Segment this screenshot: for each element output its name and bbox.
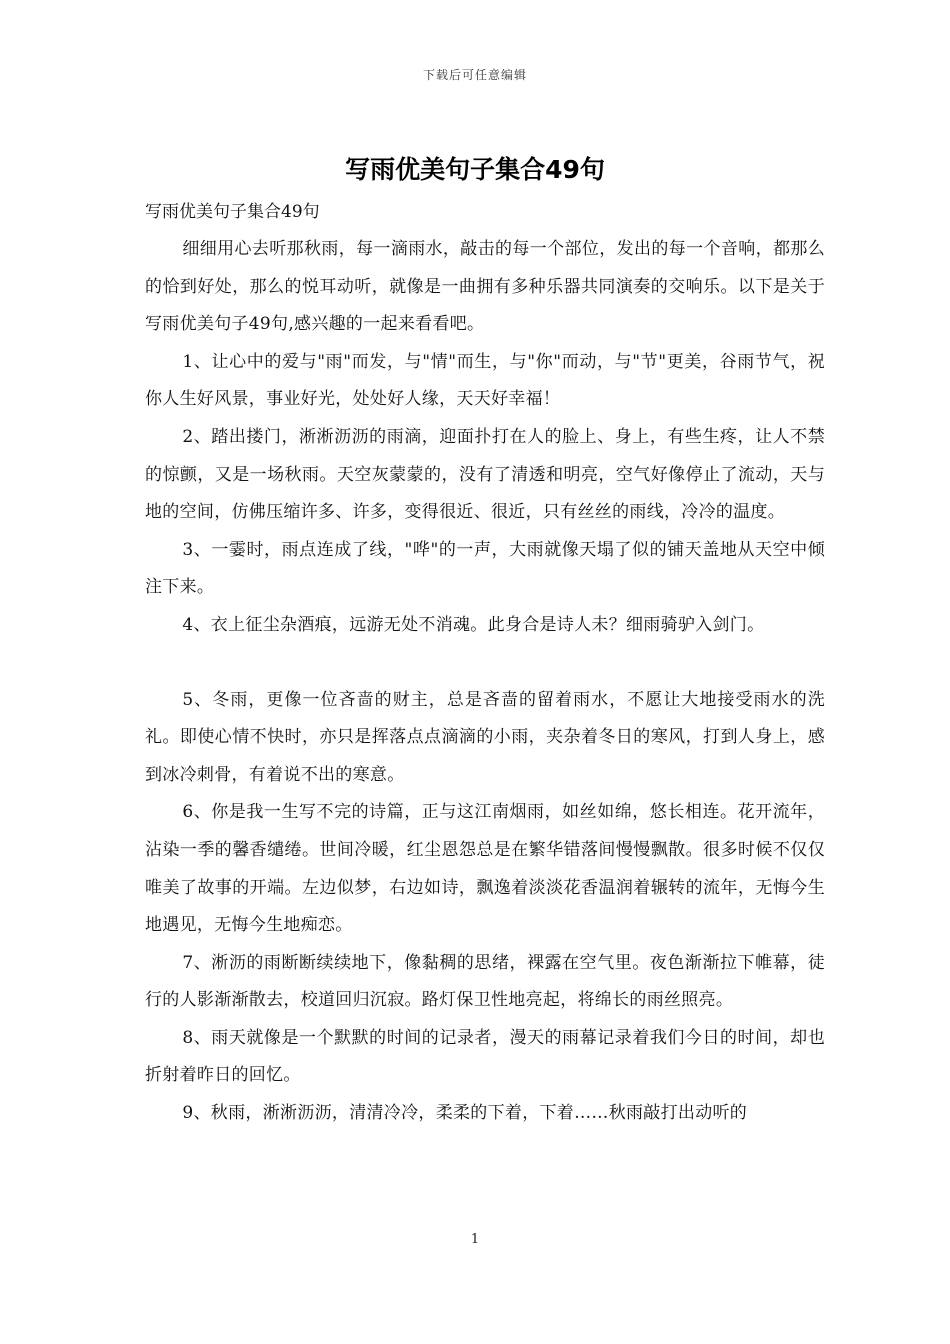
paragraph-item-7: 7、淅沥的雨断断续续地下，像黏稠的思绪，裸露在空气里。夜色渐渐拉下帷幕，徒行的人影渐渐散去，校道回归沉寂。路灯保卫性地亮起，将绵长的雨丝照亮。 [145,952,825,1011]
header-note: 下载后可任意编辑 [422,68,527,82]
paragraph-item-5: 5、冬雨，更像一位吝啬的财主，总是吝啬的留着雨水，不愿让大地接受雨水的洗礼。即使心情不快时，亦只是挥落点点滴滴的小雨，夹杂着冬日的寒风，打到人身上，感到冰冷刺骨，有着说不出的寒意。 [145,689,825,785]
paragraph-item-3: 3、一霎时，雨点连成了线，"哗"的一声，大雨就像天塌了似的铺天盖地从天空中倾注下来。 [145,539,825,598]
document-title: 写雨优美句子集合49句 [345,155,605,184]
document-subtitle: 写雨优美句子集合49句 [145,202,320,222]
paragraph-item-2: 2、踏出搂门，淅淅沥沥的雨滴，迎面扑打在人的脸上、身上，有些生疼，让人不禁的惊颤，又是一场秋雨。天空灰蒙蒙的，没有了清透和明亮，空气好像停止了流动，天与地的空间，仿佛压缩许多、许多，变得很近、很近，只有丝丝的雨线，冷冷的温度。 [145,426,825,523]
paragraph-item-6: 6、你是我一生写不完的诗篇，正与这江南烟雨，如丝如绵，悠长相连。花开流年，沾染一季的馨香缱绻。世间冷暖，红尘恩怨总是在繁华错落间慢慢飘散。很多时候不仅仅唯美了故事的开端。左边似梦，右边如诗，飘逸着淡淡花香温润着辗转的流年，无悔今生地遇见，无悔今生地痴恋。 [145,802,825,936]
document-body [145,193,825,1133]
paragraph-item-8: 8、雨天就像是一个默默的时间的记录者，漫天的雨幕记录着我们今日的时间，却也折射着昨日的回忆。 [145,1027,825,1086]
paragraph-item-4: 4、衣上征尘杂酒痕，远游无处不消魂。此身合是诗人未？细雨骑驴入剑门。 [182,614,765,635]
paragraph-item-1: 1、让心中的爱与"雨"而发，与"情"而生，与"你"而动，与"节"更美，谷雨节气，祝你人生好风景，事业好光，处处好人缘，天天好幸福！ [145,351,825,410]
paragraph-intro: 细细用心去听那秋雨，每一滴雨水，敲击的每一个部位，发出的每一个音响，都那么的恰到好处，那么的悦耳动听，就像是一曲拥有多种乐器共同演奏的交响乐。以下是关于写雨优美句子49句,感兴趣的一起来看看吧。 [145,239,825,335]
paragraph-item-9: 9、秋雨，淅淅沥沥，清清冷冷，柔柔的下着，下着……秋雨敲打出动听的 [182,1103,748,1124]
page-number: 1 [470,1232,480,1247]
